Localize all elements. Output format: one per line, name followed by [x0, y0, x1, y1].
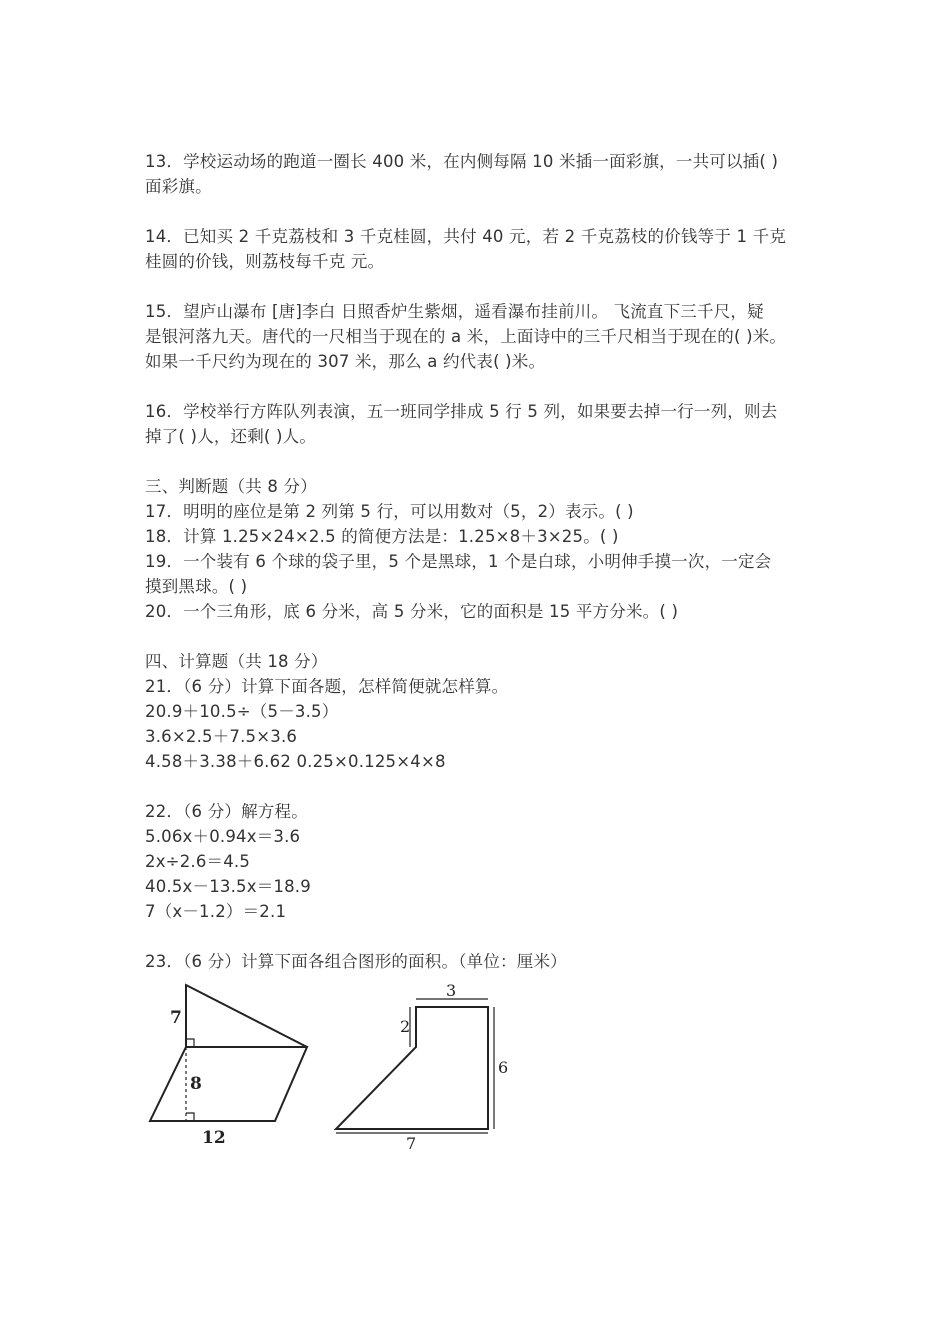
- label-top: 3: [446, 981, 457, 1000]
- q22-line: 22．（6 分）解方程。: [145, 802, 308, 821]
- label-base: 12: [202, 1128, 226, 1148]
- left-figure: [150, 985, 307, 1121]
- q22-eq-1: 5.06x＋0.94x＝3.6: [145, 827, 301, 846]
- q22-eq-3: 40.5x－13.5x＝18.9: [145, 877, 311, 896]
- q22-eq-4: 7（x－1.2）＝2.1: [145, 902, 287, 921]
- label-left-step: 2: [400, 1017, 411, 1036]
- label-bottom: 7: [406, 1134, 417, 1153]
- q14-line-2: 桂圆的价钱，则荔枝每千克 元。: [145, 252, 385, 271]
- label-height-top: 7: [170, 1008, 182, 1028]
- q14-line-1: 14．已知买 2 千克荔枝和 3 千克桂圆，共付 40 元，若 2 千克荔枝的价钱等于 1 千克: [145, 227, 787, 246]
- q13-line-1: 13．学校运动场的跑道一圈长 400 米，在内侧每隔 10 米插一面彩旗，一共可以插( ): [145, 152, 779, 171]
- q18-line: 18．计算 1.25×24×2.5 的简便方法是：1.25×8＋3×25。( ): [145, 527, 619, 546]
- left-parallelogram: [150, 1047, 307, 1121]
- q16-line-2: 掉了( )人，还剩( )人。: [145, 427, 317, 446]
- label-right: 6: [498, 1058, 509, 1077]
- q17-line: 17．明明的座位是第 2 列第 5 行，可以用数对（5，2）表示。( ): [145, 502, 634, 521]
- q23-figures: [130, 975, 550, 1165]
- q20-line: 20．一个三角形，底 6 分米，高 5 分米，它的面积是 15 平方分米。( ): [145, 602, 679, 621]
- q16-line-1: 16．学校举行方阵队列表演，五一班同学排成 5 行 5 列，如果要去掉一行一列，则去: [145, 402, 778, 421]
- q23-line: 23．（6 分）计算下面各组合图形的面积。（单位：厘米）: [145, 952, 567, 971]
- q22-eq-2: 2x÷2.6＝4.5: [145, 852, 251, 871]
- q15-line-3: 如果一千尺约为现在的 307 米，那么 a 约代表( )米。: [145, 352, 546, 371]
- section-4-heading: 四、计算题（共 18 分）: [145, 652, 328, 671]
- left-triangle: [186, 985, 307, 1047]
- composite-figures-diagram: [130, 975, 550, 1165]
- right-angle-mark-bottom: [186, 1113, 194, 1121]
- label-height-main: 8: [190, 1074, 202, 1094]
- section-3-heading: 三、判断题（共 8 分）: [145, 477, 317, 496]
- q21-expr-2: 3.6×2.5＋7.5×3.6: [145, 727, 298, 746]
- q15-line-1: 15．望庐山瀑布 [唐]李白 日照香炉生紫烟，遥看瀑布挂前川。 飞流直下三千尺，疑: [145, 302, 764, 321]
- q15-line-2: 是银河落九天。唐代的一尺相当于现在的 a 米，上面诗中的三千尺相当于现在的( )米。: [145, 327, 787, 346]
- right-angle-mark-top: [186, 1039, 194, 1047]
- right-composite-shape: [336, 1007, 488, 1129]
- q21-expr-1: 20.9＋10.5÷（5－3.5）: [145, 702, 339, 721]
- right-figure: [336, 999, 494, 1133]
- q13-line-2: 面彩旗。: [145, 177, 212, 196]
- q19-line-2: 摸到黑球。( ): [145, 577, 248, 596]
- q21-line: 21．（6 分）计算下面各题，怎样简便就怎样算。: [145, 677, 509, 696]
- q19-line-1: 19．一个装有 6 个球的袋子里，5 个是黑球，1 个是白球，小明伸手摸一次，一定会: [145, 552, 772, 571]
- q21-expr-3: 4.58＋3.38＋6.62 0.25×0.125×4×8: [145, 752, 446, 771]
